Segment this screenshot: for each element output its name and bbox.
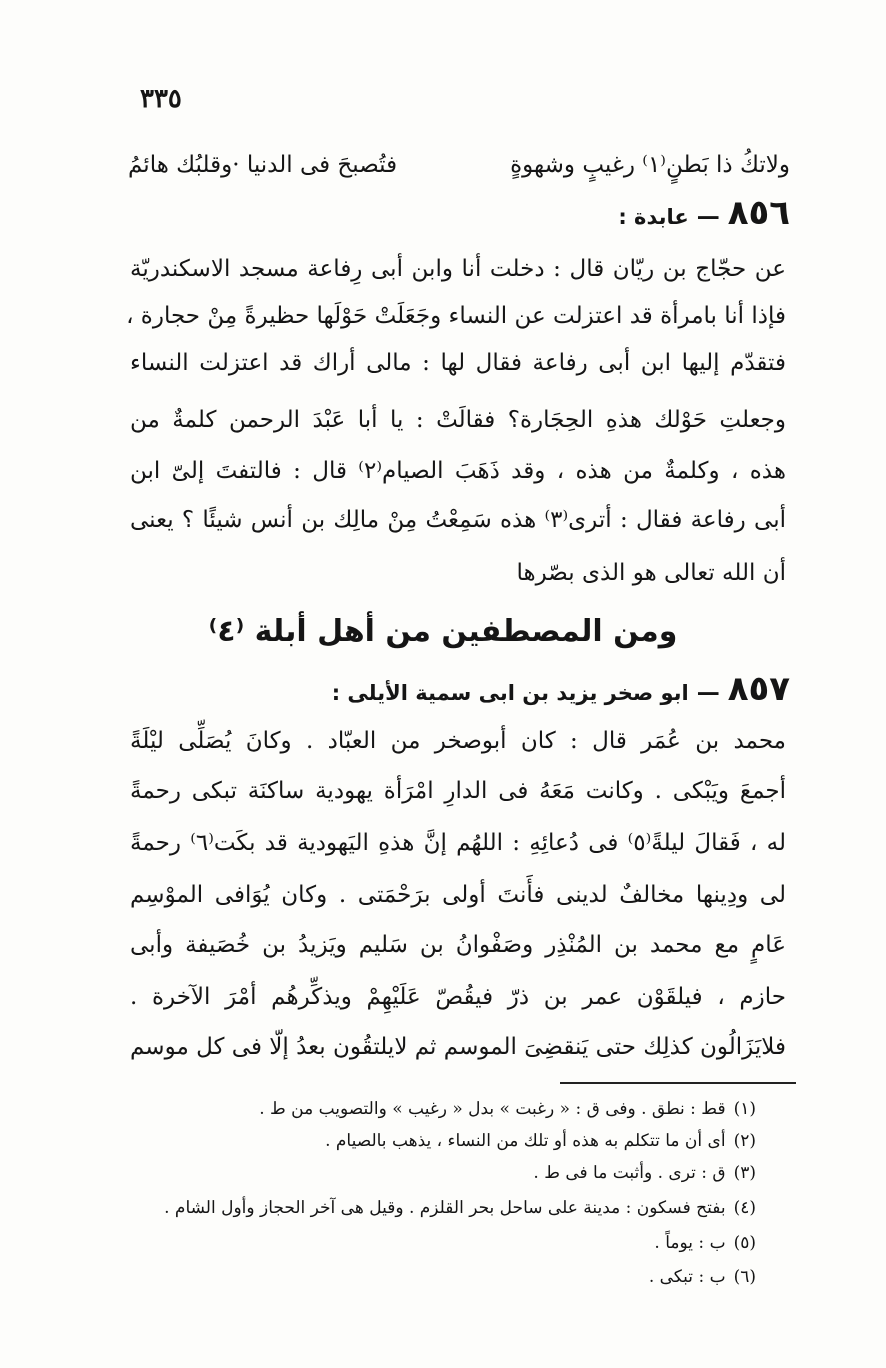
footnote-text: بفتح فسكون : مدينة على ساحل بحر القلزم . وقيل هى آخر الحجاز وأول الشام . (164, 1198, 726, 1218)
verse-second-hemistich: فتُصبحَ فى الدنيا ·وقلبُك هائمُ (128, 152, 398, 178)
footnote-number: (٤) (733, 1198, 756, 1218)
footnote-text: ق : ترى . وأثبت ما فى ط . (533, 1163, 726, 1183)
text-line: عن حجّاج بن ريّان قال : دخلت أنا وابن أبى رِفاعة مسجد الاسكندريّة (130, 256, 786, 282)
text-line: محمد بن عُمَر قال : كان أبوصخر من العبّاد . وكانَ يُصَلِّى ليْلَةً (130, 728, 786, 754)
footnote (654, 1230, 756, 1256)
footnote (325, 1128, 756, 1154)
footnote-number: (٦) (733, 1267, 756, 1287)
page-number: ٣٣٥ (140, 84, 182, 114)
text-line: وجعلتِ حَوْلك هذهِ الحِجَارة؟ فقالَتْ : يا أبا عَبْدَ الرحمن كلمةٌ من (130, 407, 786, 433)
entry-number: ٨٥٦ (727, 193, 790, 233)
entry-number: ٨٥٧ (727, 669, 790, 709)
verse-first-hemistich: ولاتكُ ذا بَطنٍ⁽١⁾ رغيبٍ وشهوةٍ (510, 152, 790, 178)
footnote (533, 1160, 756, 1186)
text-line: له ، فَقالَ ليلةً⁽٥⁾ فى دُعائِهِ : اللهُم إنَّ هذهِ اليَهودية قد بكَت⁽٦⁾ رحمةً (130, 830, 786, 856)
entry-title: عابدة : (618, 205, 689, 229)
entry-856-heading (618, 193, 790, 234)
text-line: فتقدّم إليها ابن أبى رفاعة فقال لها : مالى أراك قد اعتزلت النساء (130, 350, 786, 376)
footnote-text: ب : يوماً . (654, 1233, 726, 1253)
text-line: أن الله تعالى هو الذى بصّرها (516, 560, 786, 586)
footnote-divider (560, 1082, 796, 1084)
footnote (259, 1096, 756, 1122)
footnote (164, 1195, 756, 1221)
heading-dash: — (696, 204, 720, 230)
entry-title: ابو صخر يزيد بن ابى سمية الأيلى : (331, 681, 689, 705)
text-line: فلايَزَالُون كذلِك حتى يَنقضِىَ الموسم ثم لايلتقُون بعدُ إلّا فى كل موسم (130, 1034, 786, 1060)
footnote (649, 1264, 756, 1290)
entry-857-heading (331, 669, 790, 710)
footnote-number: (٢) (733, 1131, 756, 1151)
footnote-text: ب : تبكى . (648, 1267, 726, 1287)
text-line: عَامٍ مع محمد بن المُنْذِر وصَفْوانُ بن سَليم ويَزيدُ بن خُصَيفة وأبى (130, 932, 786, 958)
text-line: فإذا أنا بامرأة قد اعتزلت عن النساء وجَعَلَتْ حَوْلَها حظيرةً مِنْ حجارة ، (126, 303, 786, 329)
footnote-number: (٥) (733, 1233, 756, 1253)
footnote-number: (١) (733, 1099, 756, 1119)
footnote-number: (٣) (733, 1163, 756, 1183)
text-line: أبى رفاعة فقال : أترى⁽٣⁾ هذه سَمِعْتُ مِنْ مالِك بن أنس شيئًا ؟ يعنى (130, 507, 786, 533)
text-line: حازم ، فيلقَوْن عمر بن ذرّ فيقُصّ عَلَيْهِمْ ويذكِّرهُم أمْرَ الآخرة . (130, 984, 786, 1010)
footnote-text: قط : نطق . وفى ق : « رغبت » بدل « رغيب » والتصويب من ط . (259, 1099, 726, 1119)
text-line: هذه ، وكلمةٌ من هذه ، وقد ذَهَبَ الصيام⁽٢⁾ قال : فالتفتَ إلىّ ابن (130, 458, 786, 484)
text-line: أجمعَ ويَبْكى . وكانت مَعَهُ فى الدارِ امْرَأة يهودية ساكنَة تبكى رحمةً (130, 778, 786, 804)
footnote-text: أى أن ما تتكلم به هذه أو تلك من النساء ، يذهب بالصيام . (325, 1131, 726, 1151)
heading-dash: — (696, 680, 720, 706)
text-line: لى ودِينها مخالفٌ لدينى فأَنتَ أولى برَحْمَتى . وكان يُوَافى الموْسِم (130, 882, 786, 908)
section-heading: ومن المصطفين من أهل أبلة ⁽٤⁾ (208, 614, 678, 649)
